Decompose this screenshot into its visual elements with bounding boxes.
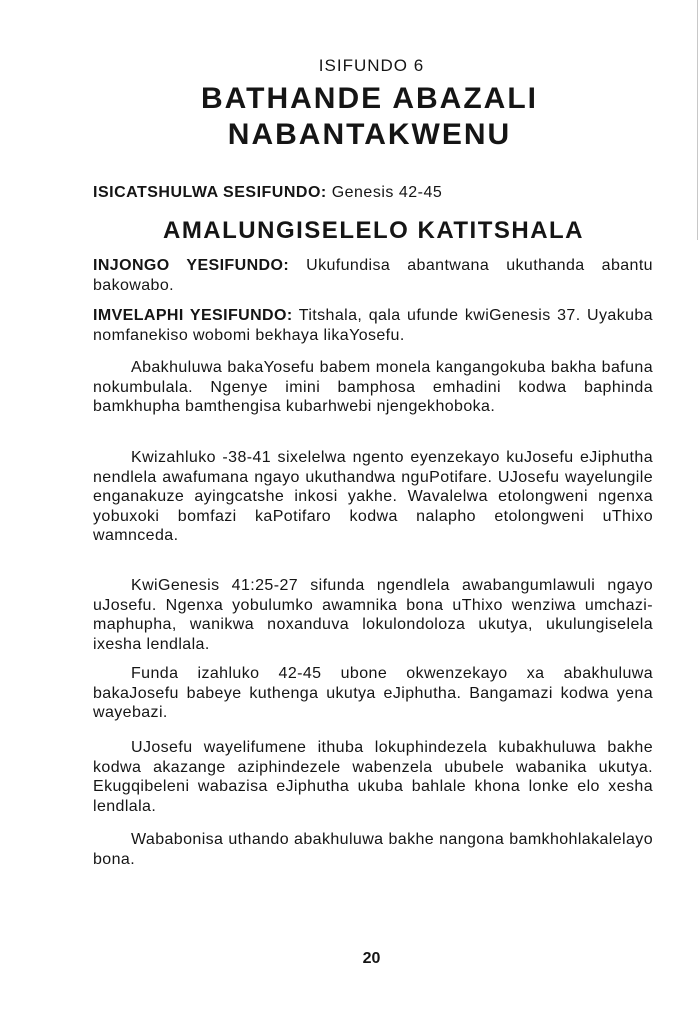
lesson-title-line-2: NABANTAKWENU [227, 118, 512, 151]
scripture-reference [93, 184, 653, 202]
lesson-background [93, 306, 653, 345]
body-paragraph-4: Funda izahluko 42-45 ubone okwenzekayo xa abakhuluwa bakaJosefu babeye kuthenga ukutya eJiphutha. Bangamazi kodwa yena wayebazi. [93, 665, 653, 721]
body-paragraph-2: Kwizahluko -38-41 sixelelwa ngento eyenzekayo kuJosefu eJiphutha nendlela awafumana ngayo ukuthandwa nguPotifare. UJosefu wayelungile enganakuze ayingcatshe inkosi yakhe. Wavalelwa etolongweni ngenxa yobuxoki bomfazi kaPotifaro kodwa nalapho etolongweni uThixo wamnceda. [93, 449, 653, 544]
background-label: IMVELAPHI YESIFUNDO: [93, 307, 293, 324]
background-text: Titshala, qala ufunde kwiGenesis 37. Uyakuba nomfanekiso wobomi bekhaya likaYosefu. [93, 307, 653, 344]
body-paragraph-5: UJosefu wayelifumene ithuba lokuphindezela kubakhuluwa bakhe kodwa akazange aziphindezele wabenzela ububele wabanika ukutya. Ekugqibeleni wabazisa eJiphutha ukuba bahlale khona lonke elo xesha lendlala. [93, 739, 653, 815]
lesson-title-line-1: BATHANDE ABAZALI [201, 82, 538, 115]
scripture-value: Genesis 42-45 [331, 184, 443, 201]
aim-label: INJONGO YESIFUNDO: [93, 257, 290, 274]
page-number: 20 [362, 950, 381, 967]
lesson-number: ISIFUNDO 6 [318, 56, 425, 75]
section-heading: AMALUNGISELELO KATITSHALA [162, 217, 585, 244]
scripture-label: ISICATSHULWA SESIFUNDO: [93, 184, 327, 201]
body-paragraph-6: Wababonisa uthando abakhuluwa bakhe nangona bamkhohlakalelayo bona. [93, 831, 653, 868]
body-paragraph-3: KwiGenesis 41:25-27 sifunda ngendlela awabangumlawuli ngayo uJosefu. Ngenxa yobulumko awamnika bona uThixo wenziwa umchazi-maphupha, wanikwa noxanduva lokulondoloza ukutya, ukulungiselela ixesha lendlala. [93, 577, 653, 653]
body-paragraph-1: Abakhuluwa bakaYosefu babem monela kangangokuba bakha bafuna nokumbulala. Ngenye imini bamphosa emhadini kodwa baphinda bamkhupha bamthengisa kubarhwebi njengekhoboka. [93, 359, 653, 415]
aim-text: Ukufundisa abantwana ukuthanda abantu bakowabo. [93, 257, 653, 294]
lesson-aim [93, 256, 653, 295]
